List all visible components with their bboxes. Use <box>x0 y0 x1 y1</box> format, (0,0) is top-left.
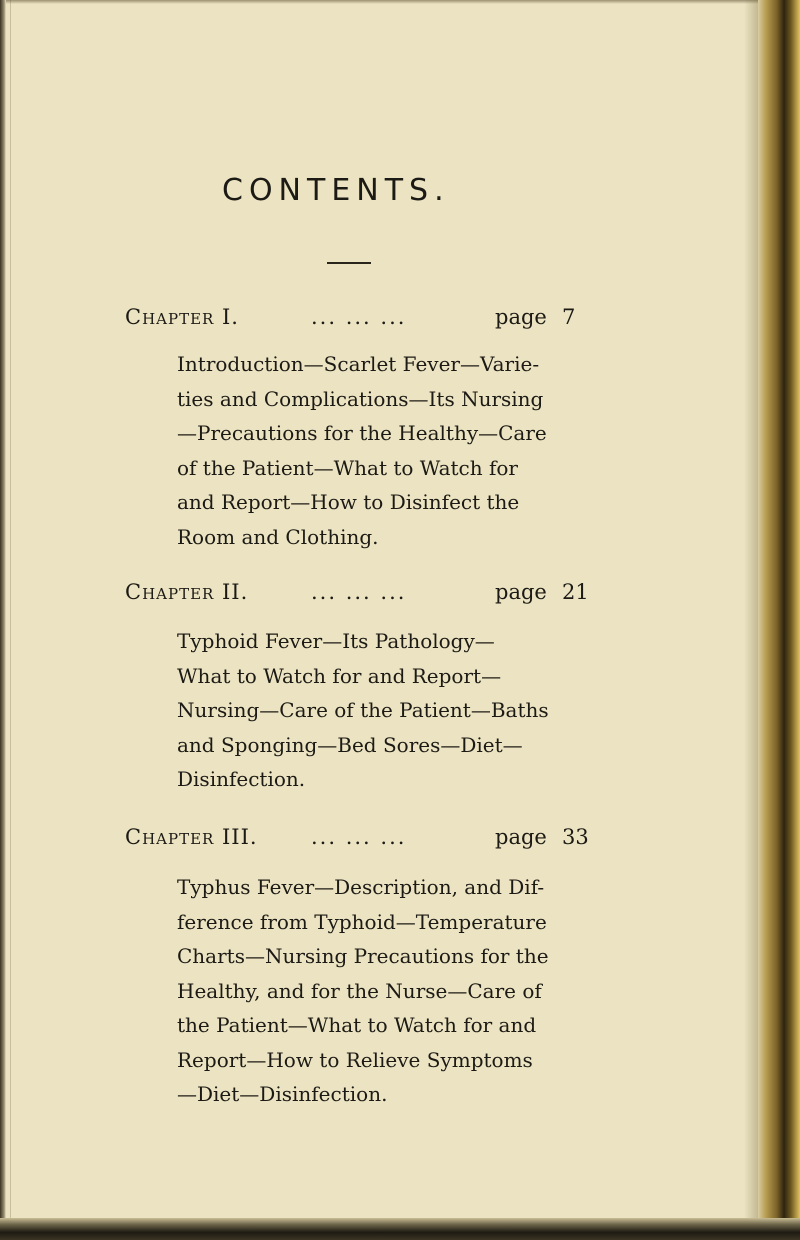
description-line: Room and Clothing. <box>177 524 379 549</box>
chapter-heading-3 <box>125 825 605 855</box>
page-left-edge <box>0 0 6 1240</box>
leader-dots: ... ... ... <box>311 580 407 604</box>
page-inner-margin-line <box>10 0 11 1240</box>
page-number: 33 <box>562 825 589 849</box>
page-number: 21 <box>562 580 589 604</box>
chapter-label: Chapter I. <box>125 305 239 329</box>
description-line: ties and Complications—Its Nursing <box>177 386 544 411</box>
description-line: of the Patient—What to Watch for <box>177 455 518 480</box>
chapter-heading-2 <box>125 580 605 610</box>
description-line: Charts—Nursing Precautions for the <box>177 944 549 968</box>
page-top-edge <box>0 0 760 4</box>
description-line: —Diet—Disinfection. <box>177 1082 388 1106</box>
description-line: and Sponging—Bed Sores—Diet— <box>177 732 523 757</box>
leader-dots: ... ... ... <box>311 825 407 849</box>
description-line: Report—How to Relieve Symptoms <box>177 1047 533 1072</box>
description-line: Disinfection. <box>177 767 306 791</box>
leader-dots: ... ... ... <box>311 305 407 329</box>
chapter-label: Chapter III. <box>125 825 258 849</box>
page-word: page <box>495 580 547 604</box>
description-line: ference from Typhoid—Temperature <box>177 909 547 934</box>
page-word: page <box>495 305 547 329</box>
description-line: and Report—How to Disinfect the <box>177 490 520 514</box>
description-line: What to Watch for and Report— <box>177 663 502 688</box>
title-rule <box>327 262 371 264</box>
chapter-label: Chapter II. <box>125 580 249 604</box>
page-title: CONTENTS. <box>222 173 450 208</box>
description-line: —Precautions for the Healthy—Care <box>177 421 547 445</box>
description-line: Typhus Fever—Description, and Dif- <box>177 875 545 899</box>
page-word: page <box>495 825 547 849</box>
description-line: Introduction—Scarlet Fever—Varie- <box>177 352 540 376</box>
book-spine-edge <box>758 0 800 1240</box>
page-number: 7 <box>562 305 576 329</box>
gutter-shadow <box>744 0 758 1240</box>
chapter-description-3 <box>177 870 577 1112</box>
description-line: Healthy, and for the Nurse—Care of <box>177 978 542 1003</box>
description-line: Nursing—Care of the Patient—Baths <box>177 698 549 722</box>
page-bottom-edge <box>0 1218 800 1240</box>
chapter-description-1 <box>177 347 577 554</box>
chapter-description-2 <box>177 624 577 797</box>
description-line: Typhoid Fever—Its Pathology— <box>177 629 495 653</box>
description-line: the Patient—What to Watch for and <box>177 1013 537 1037</box>
chapter-heading-1 <box>125 305 605 335</box>
